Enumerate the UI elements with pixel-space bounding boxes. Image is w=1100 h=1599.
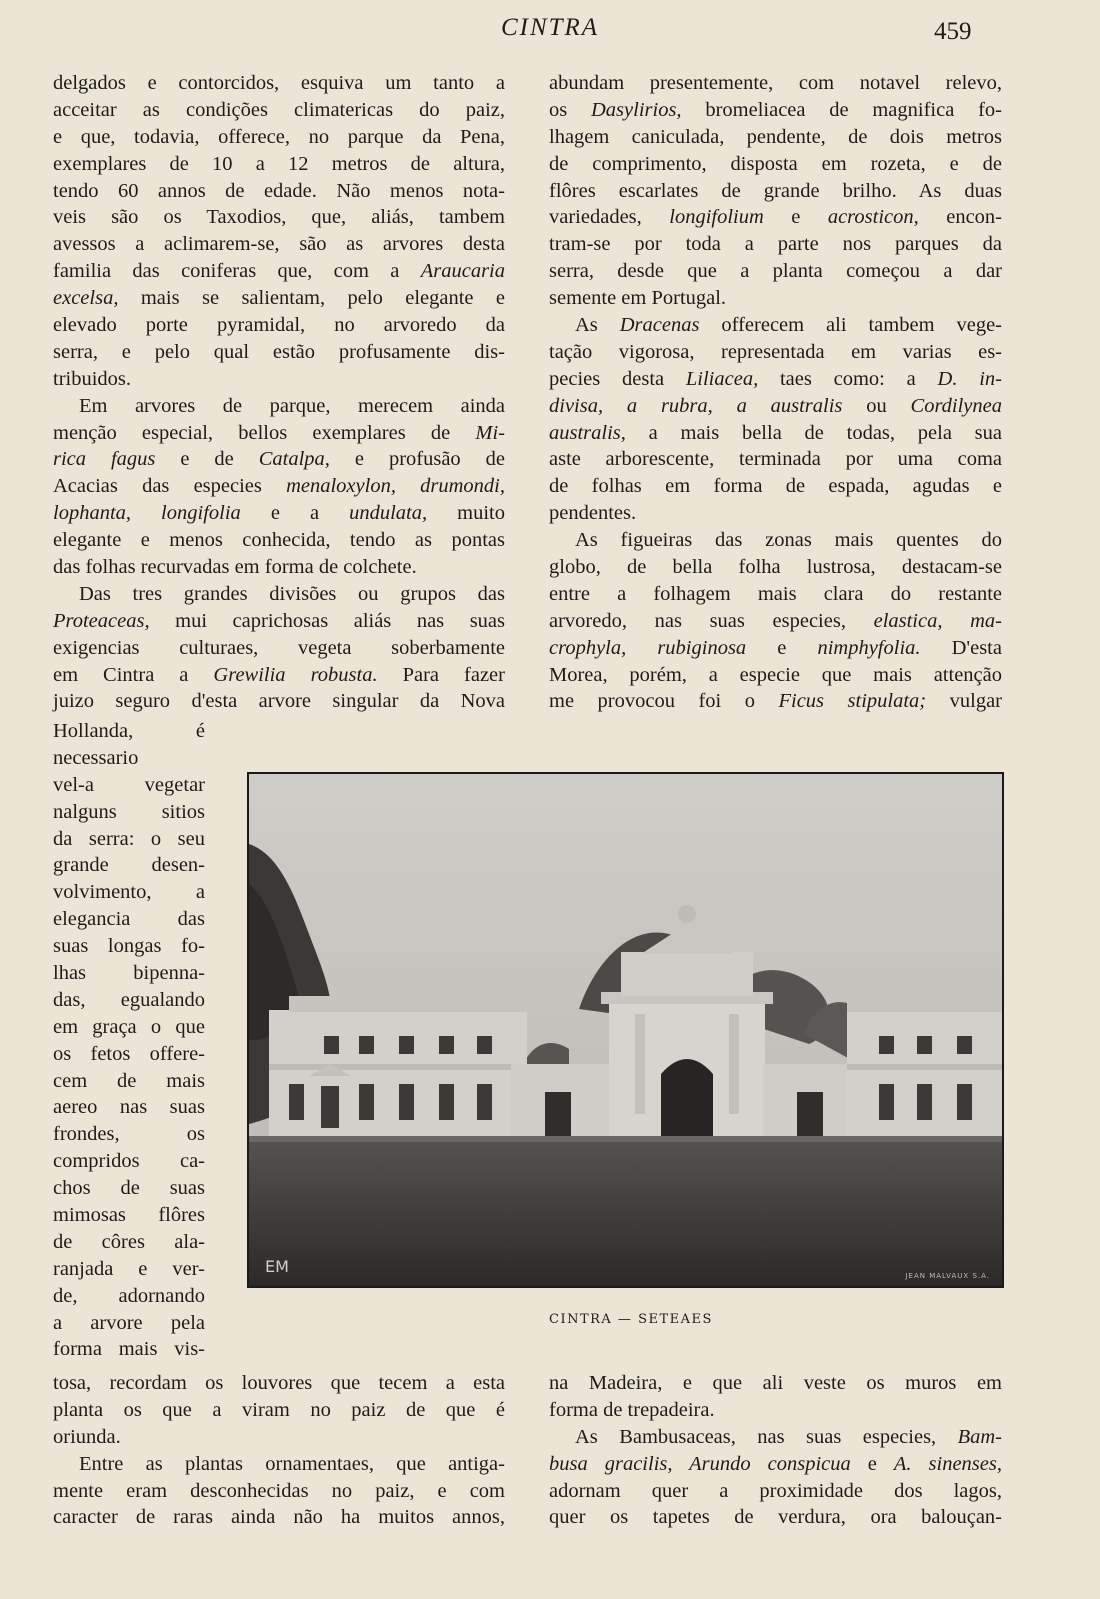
text-line: mimosas flôres bbox=[53, 1204, 205, 1227]
text-line: frondes, os bbox=[53, 1123, 205, 1146]
text-line: As figueiras das zonas mais quentes do bbox=[575, 529, 1002, 552]
text-line: a arvore pela bbox=[53, 1311, 205, 1334]
text-line: planta os que a viram no paiz de que é bbox=[53, 1398, 505, 1421]
text-line: mente eram desconhecidas no paiz, e com bbox=[53, 1479, 505, 1502]
text-line: e que, todavia, offerece, no parque da Pena, bbox=[53, 125, 505, 148]
text-line: excelsa, mais se salientam, pelo elegante e bbox=[53, 287, 505, 310]
text-line: compridos ca- bbox=[53, 1150, 205, 1173]
text-line: globo, de bella folha lustrosa, destacam-se bbox=[549, 556, 1002, 579]
text-line: de côres ala- bbox=[53, 1230, 205, 1253]
text-line: necessario bbox=[53, 746, 139, 769]
text-line: adornam quer a proximidade dos lagos, bbox=[549, 1479, 1002, 1502]
text-line: quer os tapetes de verdura, ora balouçan- bbox=[549, 1506, 1002, 1529]
text-line: crophyla, rubiginosa e nimphyfolia. D'esta bbox=[549, 636, 1002, 659]
palace-photo-illustration bbox=[249, 774, 1002, 1286]
figure-caption: CINTRA — SETEAES bbox=[549, 1312, 713, 1327]
text-line: das, egualando bbox=[53, 988, 205, 1011]
text-line: arvoredo, nas suas especies, elastica, ma- bbox=[549, 609, 1002, 632]
text-line: Acacias das especies menaloxylon, drumondi, bbox=[53, 475, 505, 498]
left-column-text bbox=[53, 70, 505, 715]
text-line: volvimento, a bbox=[53, 881, 205, 904]
text-line: oriunda. bbox=[53, 1425, 121, 1448]
text-line: elegante e menos conhecida, tendo as pontas bbox=[53, 529, 505, 552]
text-line: lophanta, longifolia e a undulata, muito bbox=[53, 502, 505, 525]
text-line: elevado porte pyramidal, no arvoredo da bbox=[53, 314, 505, 337]
text-line: menção especial, bellos exemplares de Mi- bbox=[53, 421, 505, 444]
text-line: lhagem caniculada, pendente, de dois metros bbox=[549, 125, 1002, 148]
text-line: entre a folhagem mais clara do restante bbox=[549, 582, 1002, 605]
text-line: abundam presentemente, com notavel relevo, bbox=[549, 72, 1002, 94]
text-line: das folhas recurvadas em forma de colchete. bbox=[53, 556, 417, 579]
text-line: aste arborescente, terminada por uma coma bbox=[549, 448, 1002, 471]
text-line: delgados e contorcidos, esquiva um tanto a bbox=[53, 72, 505, 94]
text-line: de, adornando bbox=[53, 1284, 205, 1307]
text-line: avessos a aclimarem-se, são as arvores desta bbox=[53, 233, 505, 256]
text-line: ranjada e ver- bbox=[53, 1257, 205, 1280]
text-line: pendentes. bbox=[549, 502, 637, 525]
text-line: exigencias culturaes, vegeta soberbamente bbox=[53, 636, 505, 659]
text-line: acceitar as condições climatericas do paiz, bbox=[53, 98, 505, 121]
photograph-seteaes-palace bbox=[247, 772, 1004, 1288]
text-line: As Dracenas offerecem ali tambem vege- bbox=[575, 314, 1002, 337]
text-line: tosa, recordam os louvores que tecem a esta bbox=[53, 1372, 505, 1394]
text-line: variedades, longifolium e acrosticon, encon- bbox=[549, 206, 1002, 229]
text-line: Morea, porém, a especie que mais attenção bbox=[549, 663, 1002, 686]
text-line: tram-se por toda a parte nos parques da bbox=[549, 233, 1002, 256]
right-column-text bbox=[549, 70, 1002, 715]
text-line: Em arvores de parque, merecem ainda bbox=[79, 394, 505, 417]
running-title: CINTRA bbox=[500, 14, 600, 41]
text-line: Proteaceas, mui caprichosas aliás nas suas bbox=[53, 609, 505, 632]
text-line: chos de suas bbox=[53, 1177, 205, 1200]
bottom-left-text bbox=[53, 1370, 505, 1531]
text-line: busa gracilis, Arundo conspicua e A. sinenses, bbox=[549, 1452, 1002, 1475]
text-line: tação vigorosa, representada em varias es- bbox=[549, 340, 1002, 363]
text-line: exemplares de 10 a 12 metros de altura, bbox=[53, 152, 505, 175]
text-line: na Madeira, e que ali veste os muros em bbox=[549, 1372, 1002, 1394]
text-line: Hollanda, é bbox=[53, 720, 205, 742]
text-line: os fetos offere- bbox=[53, 1042, 205, 1065]
text-line: suas longas fo- bbox=[53, 935, 205, 958]
text-line: semente em Portugal. bbox=[549, 287, 727, 310]
text-line: australis, a mais bella de todas, pela sua bbox=[549, 421, 1002, 444]
text-line: caracter de raras ainda não ha muitos annos, bbox=[53, 1506, 505, 1529]
text-line: de comprimento, disposta em rozeta, e de bbox=[549, 152, 1002, 175]
text-line: me provocou foi o Ficus stipulata; vulgar bbox=[549, 690, 1002, 713]
photo-credit: JEAN MALVAUX S.A. bbox=[905, 1272, 990, 1280]
text-line: veis são os Taxodios, que, aliás, tambem bbox=[53, 206, 505, 229]
text-line: em Cintra a Grewilia robusta. Para fazer bbox=[53, 663, 505, 686]
text-line: vel-a vegetar bbox=[53, 773, 205, 796]
text-line: As Bambusaceas, nas suas especies, Bam- bbox=[575, 1425, 1002, 1448]
text-line: de folhas em forma de espada, agudas e bbox=[549, 475, 1002, 498]
text-line: serra, desde que a planta começou a dar bbox=[549, 260, 1002, 283]
text-line: elegancia das bbox=[53, 908, 205, 931]
text-line: os Dasylirios, bromeliacea de magnifica fo- bbox=[549, 98, 1002, 121]
text-line: cem de mais bbox=[53, 1069, 205, 1092]
text-line: aereo nas suas bbox=[53, 1096, 205, 1119]
photo-monogram: EM bbox=[265, 1257, 289, 1276]
text-line: tendo 60 annos de edade. Não menos nota- bbox=[53, 179, 505, 202]
text-line: flôres escarlates de grande brilho. As duas bbox=[549, 179, 1002, 202]
text-line: serra, e pelo qual estão profusamente dis- bbox=[53, 340, 505, 363]
narrow-wrap-column-text bbox=[53, 718, 205, 1363]
text-line: forma mais vis- bbox=[53, 1338, 205, 1361]
text-line: juizo seguro d'esta arvore singular da Nova bbox=[53, 690, 505, 713]
text-line: divisa, a rubra, a australis ou Cordilynea bbox=[549, 394, 1002, 417]
text-line: pecies desta Liliacea, taes como: a D. in- bbox=[549, 367, 1002, 390]
text-line: tribuidos. bbox=[53, 367, 132, 390]
text-line: Das tres grandes divisões ou grupos das bbox=[79, 582, 505, 605]
text-line: em graça o que bbox=[53, 1015, 205, 1038]
text-line: familia das coniferas que, com a Araucaria bbox=[53, 260, 505, 283]
text-line: forma de trepadeira. bbox=[549, 1398, 715, 1421]
text-line: rica fagus e de Catalpa, e profusão de bbox=[53, 448, 505, 471]
text-line: nalguns sitios bbox=[53, 800, 205, 823]
text-line: da serra: o seu bbox=[53, 827, 205, 850]
page-number: 459 bbox=[934, 18, 972, 45]
text-line: Entre as plantas ornamentaes, que antiga- bbox=[79, 1452, 505, 1475]
text-line: lhas bipenna- bbox=[53, 962, 205, 985]
bottom-right-text bbox=[549, 1370, 1002, 1531]
text-line: grande desen- bbox=[53, 854, 205, 877]
